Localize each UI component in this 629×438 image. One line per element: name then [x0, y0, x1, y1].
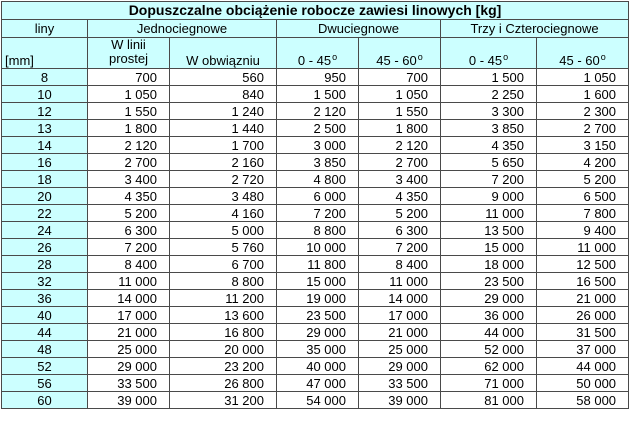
load-value-cell: 11 000	[88, 273, 170, 290]
col-multi-a	[441, 38, 537, 69]
load-value-cell: 11 000	[441, 205, 537, 222]
table-row	[2, 188, 629, 205]
load-value-cell: 25 000	[88, 341, 170, 358]
load-value-cell: 6 300	[359, 222, 441, 239]
load-value-cell: 8 400	[88, 256, 170, 273]
degree-mark: o	[417, 52, 423, 62]
load-value-cell: 14 000	[359, 290, 441, 307]
load-value-cell: 7 200	[441, 171, 537, 188]
load-value-cell: 4 200	[537, 154, 629, 171]
load-value-cell: 6 500	[537, 188, 629, 205]
load-value-cell: 21 000	[537, 290, 629, 307]
title-row	[2, 2, 629, 20]
load-value-cell: 1 240	[170, 103, 277, 120]
rope-diameter-cell: 36	[2, 290, 88, 307]
rope-diameter-cell: 10	[2, 86, 88, 103]
load-value-cell: 26 800	[170, 375, 277, 392]
load-value-cell: 700	[88, 69, 170, 86]
load-value-cell: 1 600	[537, 86, 629, 103]
degree-mark: o	[332, 52, 338, 62]
load-value-cell: 52 000	[441, 341, 537, 358]
table-row	[2, 171, 629, 188]
load-value-cell: 5 200	[359, 205, 441, 222]
load-value-cell: 11 000	[537, 239, 629, 256]
load-value-cell: 2 120	[359, 137, 441, 154]
rope-header: liny	[2, 20, 88, 38]
load-value-cell: 16 800	[170, 324, 277, 341]
rope-diameter-cell: 13	[2, 120, 88, 137]
load-value-cell: 8 800	[170, 273, 277, 290]
load-value-cell: 2 700	[88, 154, 170, 171]
load-value-cell: 4 350	[359, 188, 441, 205]
load-value-cell: 29 000	[88, 358, 170, 375]
rope-diameter-cell: 22	[2, 205, 88, 222]
load-value-cell: 4 350	[441, 137, 537, 154]
table-row	[2, 239, 629, 256]
load-table	[1, 1, 629, 409]
load-value-cell: 7 800	[537, 205, 629, 222]
load-value-cell: 7 200	[88, 239, 170, 256]
load-value-cell: 37 000	[537, 341, 629, 358]
rope-diameter-cell: 40	[2, 307, 88, 324]
rope-diameter-cell: 28	[2, 256, 88, 273]
table-row	[2, 120, 629, 137]
load-value-cell: 1 700	[170, 137, 277, 154]
unit-header: [mm]	[2, 38, 88, 69]
load-value-cell: 11 800	[277, 256, 359, 273]
rope-diameter-cell: 20	[2, 188, 88, 205]
load-value-cell: 4 800	[277, 171, 359, 188]
table-row	[2, 154, 629, 171]
col-double-b-label: 45 - 60	[376, 53, 417, 68]
load-value-cell: 1 500	[277, 86, 359, 103]
col-multi-b-label: 45 - 60	[559, 53, 600, 68]
table-row	[2, 205, 629, 222]
load-value-cell: 23 500	[441, 273, 537, 290]
load-value-cell: 18 000	[441, 256, 537, 273]
table-row	[2, 290, 629, 307]
load-value-cell: 1 550	[88, 103, 170, 120]
load-value-cell: 1 550	[359, 103, 441, 120]
load-value-cell: 25 000	[359, 341, 441, 358]
rope-diameter-cell: 44	[2, 324, 88, 341]
table-row	[2, 222, 629, 239]
rope-diameter-cell: 18	[2, 171, 88, 188]
load-value-cell: 35 000	[277, 341, 359, 358]
table-row	[2, 324, 629, 341]
load-value-cell: 3 850	[441, 120, 537, 137]
load-value-cell: 3 150	[537, 137, 629, 154]
load-value-cell: 13 600	[170, 307, 277, 324]
col-double-b	[359, 38, 441, 69]
load-value-cell: 71 000	[441, 375, 537, 392]
load-value-cell: 11 200	[170, 290, 277, 307]
load-value-cell: 36 000	[441, 307, 537, 324]
load-value-cell: 15 000	[441, 239, 537, 256]
load-value-cell: 9 400	[537, 222, 629, 239]
load-value-cell: 39 000	[359, 392, 441, 409]
table-row	[2, 392, 629, 409]
col-multi-a-label: 0 - 45	[468, 53, 503, 68]
load-value-cell: 10 000	[277, 239, 359, 256]
load-value-cell: 33 500	[88, 375, 170, 392]
column-header-row	[2, 38, 629, 69]
rope-diameter-cell: 14	[2, 137, 88, 154]
rope-diameter-cell: 52	[2, 358, 88, 375]
load-value-cell: 6 700	[170, 256, 277, 273]
load-value-cell: 7 200	[359, 239, 441, 256]
load-value-cell: 44 000	[537, 358, 629, 375]
rope-diameter-cell: 48	[2, 341, 88, 358]
load-value-cell: 14 000	[88, 290, 170, 307]
col-double-a-label: 0 - 45	[297, 53, 332, 68]
rope-diameter-cell: 8	[2, 69, 88, 86]
group-header-row	[2, 20, 629, 38]
load-value-cell: 1 050	[537, 69, 629, 86]
load-value-cell: 19 000	[277, 290, 359, 307]
load-value-cell: 3 400	[88, 171, 170, 188]
load-value-cell: 2 700	[359, 154, 441, 171]
table-row	[2, 307, 629, 324]
group-double: Dwuciegnowe	[277, 20, 441, 38]
load-value-cell: 840	[170, 86, 277, 103]
load-value-cell: 39 000	[88, 392, 170, 409]
col-straight: W linii prostej	[88, 38, 170, 69]
table-row	[2, 137, 629, 154]
rope-diameter-cell: 16	[2, 154, 88, 171]
load-value-cell: 1 500	[441, 69, 537, 86]
load-value-cell: 29 000	[359, 358, 441, 375]
load-value-cell: 2 160	[170, 154, 277, 171]
group-single: Jednociegnowe	[88, 20, 277, 38]
load-value-cell: 2 720	[170, 171, 277, 188]
group-multi: Trzy i Czterociegnowe	[441, 20, 629, 38]
load-value-cell: 81 000	[441, 392, 537, 409]
load-value-cell: 40 000	[277, 358, 359, 375]
load-value-cell: 2 250	[441, 86, 537, 103]
load-value-cell: 5 650	[441, 154, 537, 171]
col-double-a	[277, 38, 359, 69]
load-value-cell: 6 000	[277, 188, 359, 205]
load-value-cell: 6 300	[88, 222, 170, 239]
load-value-cell: 5 200	[88, 205, 170, 222]
load-value-cell: 3 000	[277, 137, 359, 154]
rope-diameter-cell: 24	[2, 222, 88, 239]
table-row	[2, 375, 629, 392]
load-value-cell: 1 050	[88, 86, 170, 103]
load-value-cell: 44 000	[441, 324, 537, 341]
load-value-cell: 17 000	[359, 307, 441, 324]
load-value-cell: 7 200	[277, 205, 359, 222]
rope-diameter-cell: 56	[2, 375, 88, 392]
load-value-cell: 16 500	[537, 273, 629, 290]
rope-diameter-cell: 32	[2, 273, 88, 290]
load-value-cell: 29 000	[277, 324, 359, 341]
load-value-cell: 12 500	[537, 256, 629, 273]
load-value-cell: 58 000	[537, 392, 629, 409]
load-value-cell: 2 120	[277, 103, 359, 120]
load-value-cell: 1 050	[359, 86, 441, 103]
load-value-cell: 54 000	[277, 392, 359, 409]
load-value-cell: 4 160	[170, 205, 277, 222]
table-row	[2, 103, 629, 120]
load-value-cell: 23 200	[170, 358, 277, 375]
load-value-cell: 3 480	[170, 188, 277, 205]
load-value-cell: 20 000	[170, 341, 277, 358]
load-value-cell: 50 000	[537, 375, 629, 392]
load-value-cell: 5 200	[537, 171, 629, 188]
load-value-cell: 47 000	[277, 375, 359, 392]
load-value-cell: 21 000	[88, 324, 170, 341]
load-value-cell: 1 800	[88, 120, 170, 137]
load-value-cell: 8 800	[277, 222, 359, 239]
load-value-cell: 700	[359, 69, 441, 86]
table-title: Dopuszczalne obciążenie robocze zawiesi linowych [kg]	[2, 2, 629, 20]
load-value-cell: 31 200	[170, 392, 277, 409]
load-value-cell: 1 440	[170, 120, 277, 137]
table-row	[2, 86, 629, 103]
rope-diameter-cell: 60	[2, 392, 88, 409]
load-value-cell: 21 000	[359, 324, 441, 341]
table-row	[2, 358, 629, 375]
load-value-cell: 9 000	[441, 188, 537, 205]
load-value-cell: 17 000	[88, 307, 170, 324]
table-row	[2, 273, 629, 290]
load-value-cell: 15 000	[277, 273, 359, 290]
load-value-cell: 560	[170, 69, 277, 86]
load-value-cell: 33 500	[359, 375, 441, 392]
load-value-cell: 62 000	[441, 358, 537, 375]
load-value-cell: 29 000	[441, 290, 537, 307]
table-row	[2, 341, 629, 358]
load-value-cell: 2 300	[537, 103, 629, 120]
table-row	[2, 69, 629, 86]
load-value-cell: 2 500	[277, 120, 359, 137]
load-value-cell: 2 120	[88, 137, 170, 154]
load-value-cell: 8 400	[359, 256, 441, 273]
load-value-cell: 5 000	[170, 222, 277, 239]
load-value-cell: 3 850	[277, 154, 359, 171]
rope-diameter-cell: 12	[2, 103, 88, 120]
load-value-cell: 950	[277, 69, 359, 86]
degree-mark: o	[503, 52, 509, 62]
col-multi-b	[537, 38, 629, 69]
degree-mark: o	[600, 52, 606, 62]
table-row	[2, 256, 629, 273]
load-value-cell: 26 000	[537, 307, 629, 324]
load-value-cell: 11 000	[359, 273, 441, 290]
load-value-cell: 23 500	[277, 307, 359, 324]
load-value-cell: 13 500	[441, 222, 537, 239]
load-value-cell: 1 800	[359, 120, 441, 137]
col-choke: W obwiązniu	[170, 38, 277, 69]
rope-diameter-cell: 26	[2, 239, 88, 256]
load-value-cell: 3 300	[441, 103, 537, 120]
load-value-cell: 3 400	[359, 171, 441, 188]
load-value-cell: 31 500	[537, 324, 629, 341]
load-value-cell: 4 350	[88, 188, 170, 205]
load-value-cell: 5 760	[170, 239, 277, 256]
load-value-cell: 2 700	[537, 120, 629, 137]
